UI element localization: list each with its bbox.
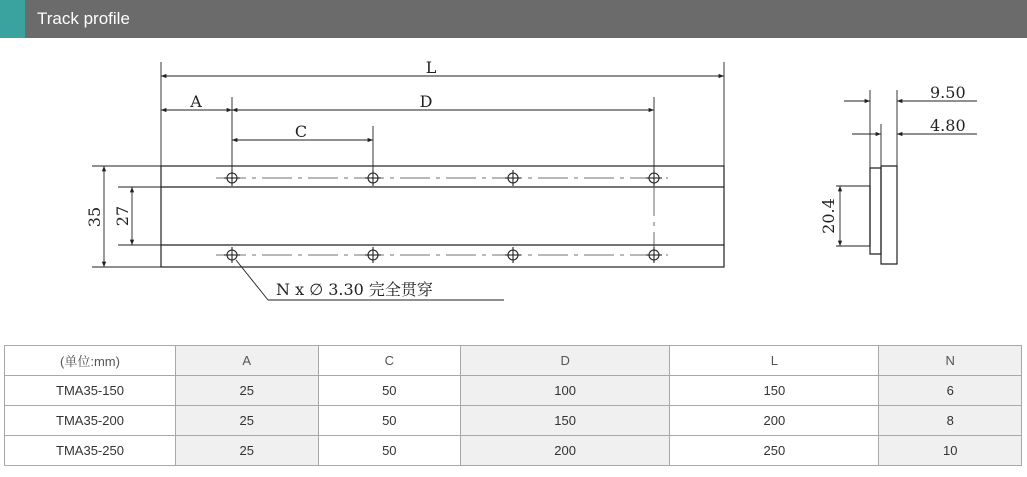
section-header bbox=[0, 0, 1027, 38]
hole bbox=[224, 247, 240, 263]
side-extension-lines bbox=[836, 90, 897, 246]
dimension-label-4-80: 4.80 bbox=[930, 116, 966, 135]
dimension-label-d: D bbox=[419, 92, 433, 111]
track-profile-drawing bbox=[0, 38, 1027, 338]
table-cell: TMA35-150 bbox=[5, 376, 176, 406]
table-row bbox=[5, 376, 1022, 406]
table-cell: TMA35-250 bbox=[5, 436, 176, 466]
dimension-label-c: C bbox=[294, 122, 308, 141]
hole bbox=[505, 170, 521, 186]
table-cell: 100 bbox=[461, 376, 670, 406]
rail-side-view bbox=[870, 166, 897, 264]
table-cell: 200 bbox=[461, 436, 670, 466]
table-cell: TMA35-200 bbox=[5, 406, 176, 436]
header-accent-bar bbox=[0, 0, 25, 38]
table-cell: 25 bbox=[176, 406, 319, 436]
hole bbox=[646, 170, 662, 186]
table-cell: 10 bbox=[879, 436, 1022, 466]
table-cell: 150 bbox=[670, 376, 879, 406]
table-header-cell: N bbox=[879, 346, 1022, 376]
dimension-label-27: 27 bbox=[113, 205, 132, 227]
hole bbox=[365, 247, 381, 263]
table-cell: 150 bbox=[461, 406, 670, 436]
table-cell: 8 bbox=[879, 406, 1022, 436]
dimension-label-a: A bbox=[190, 92, 202, 111]
table-cell: 200 bbox=[670, 406, 879, 436]
extension-lines bbox=[92, 62, 724, 267]
dimension-label-9-50: 9.50 bbox=[930, 83, 966, 102]
table-header-cell: C bbox=[318, 346, 461, 376]
hole bbox=[646, 247, 662, 263]
spec-table bbox=[4, 345, 1022, 466]
table-cell: 6 bbox=[879, 376, 1022, 406]
hole-centerlines bbox=[216, 178, 668, 255]
table-cell: 25 bbox=[176, 376, 319, 406]
dimension-label-20-4: 20.4 bbox=[819, 198, 838, 234]
table-header-cell: (单位:mm) bbox=[5, 346, 176, 376]
table-cell: 250 bbox=[670, 436, 879, 466]
table-row bbox=[5, 436, 1022, 466]
hole bbox=[224, 170, 240, 186]
mounting-holes bbox=[224, 170, 662, 263]
hole bbox=[505, 247, 521, 263]
section-title: Track profile bbox=[37, 9, 130, 28]
table-cell: 50 bbox=[318, 406, 461, 436]
dimension-label-l: L bbox=[425, 58, 437, 77]
rail-front-view bbox=[161, 166, 724, 267]
table-cell: 25 bbox=[176, 436, 319, 466]
hole bbox=[365, 170, 381, 186]
table-header-cell: L bbox=[670, 346, 879, 376]
table-row bbox=[5, 406, 1022, 436]
table-header-cell: A bbox=[176, 346, 319, 376]
table-cell: 50 bbox=[318, 436, 461, 466]
table-header-cell: D bbox=[461, 346, 670, 376]
table-cell: 50 bbox=[318, 376, 461, 406]
dimension-label-35: 35 bbox=[85, 206, 104, 228]
table-header-row bbox=[5, 346, 1022, 376]
hole-note: N x ∅ 3.30 完全贯穿 bbox=[276, 280, 433, 299]
